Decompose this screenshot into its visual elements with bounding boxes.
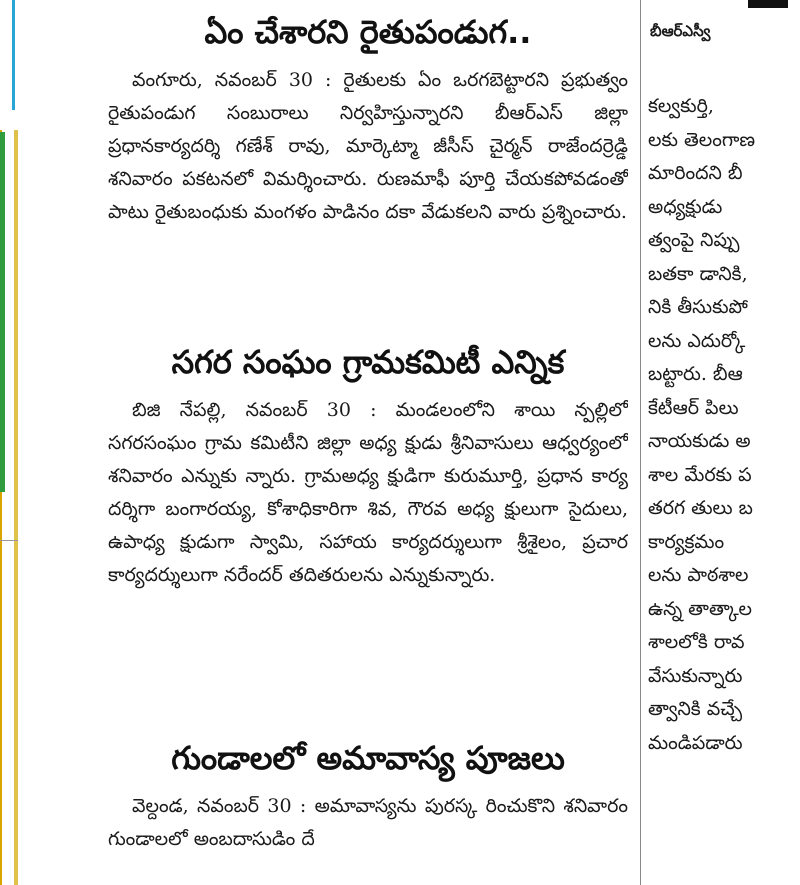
right-article-line: శాల మేరకు ప (648, 463, 752, 486)
article-headline: ఏం చేశారని రైతుపండుగ.. (204, 13, 532, 51)
blue-rule (12, 0, 15, 110)
article-body: బిజి నేపల్లి, నవంబర్ 30 : మండలంలోని శాయి న్పల్లిలో సగరసంఘం గ్రామ కమిటీని జిల్లా అధ్య క్షుడు శ్రీనివాసులు ఆధ్వర్యంలో శనివారం ఎన్నుకు న్నారు. గ్రామఅధ్య క్షుడిగా కురుమూర్తి, ప్రధాన కార్య దర్శిగా బంగారయ్య, కోశాధికారిగా శివ, గౌరవ అధ్య క్షులుగా సైదులు, ఉపాధ్య క్షుడుగా స్వామి, సహాయ కార్యదర్శులుగా శ్రీశైలం, ప్రచార కార్యదర్శులుగా నరేందర్ తదితరులను ఎన్నుకున్నారు. (108, 399, 628, 586)
right-article-line: కేటీఆర్ పిలు (648, 396, 739, 419)
right-article-line: లను ఎదుర్కో (648, 329, 746, 352)
article-sagara-sangham (108, 342, 628, 592)
right-article-line: తరగ తులు బ (648, 497, 753, 519)
right-article-line: ఉన్న తాత్కాల (648, 597, 752, 620)
main-column (108, 0, 628, 885)
column-divider (640, 0, 641, 885)
right-article-body (648, 90, 800, 760)
right-article-line: లను పాఠశాల (648, 564, 749, 586)
yellow-rule (14, 130, 18, 885)
right-article-line: త్వంపై నిప్పు (648, 229, 740, 251)
article-headline: గుండాలలో అమావాస్య పూజలు (171, 739, 565, 777)
article-body: వెల్దండ, నవంబర్ 30 : అమావాస్యను పురస్క రించుకొని శనివారం గుండాలలో అంబదాసుడిం దే (108, 795, 628, 850)
right-article-line: వేసుకున్నారు (648, 664, 743, 687)
edge-divider (0, 540, 18, 541)
right-article-line: కార్యక్రమం (648, 530, 725, 553)
right-article-line: లకు తెలంగాణ (648, 128, 756, 151)
right-article-line: నాయకుడు అ (648, 430, 751, 452)
right-article-line: అధ్యక్షుడు (648, 195, 723, 218)
right-column (648, 0, 800, 885)
right-article-line: మారిందని బీ (648, 162, 743, 184)
article-amavasya-poojalu (108, 738, 628, 856)
article-rythu-panduga (108, 12, 628, 229)
right-article-line: శాలలోకి రావ (648, 631, 745, 653)
right-article-line: మండిపడారు (648, 731, 743, 754)
green-rule (0, 132, 5, 492)
adjacent-page-edge (0, 0, 20, 885)
article-body: వంగూరు, నవంబర్ 30 : రైతులకు ఏం ఒరగబెట్టారని ప్రభుత్వం రైతుపండుగ సంబురాలు నిర్వహిస్తున్నారని బీఆర్ఎస్ జిల్లా ప్రధానకార్యదర్శి గణేశ్ రావు, మార్కెట్మా జీసీస్ చైర్మన్ రాజేందర్రెడ్డి శనివారం పకటనలో విమర్శించారు. రుణమాఫీ పూర్తి చేయకపోవడంతో పాటు రైతుబంధుకు మంగళం పాడినం దకా వేడుకలని వారు ప్రశ్నించారు. (108, 69, 628, 223)
right-article-line: నికి తీసుకుపో (648, 296, 748, 318)
right-article-line: త్వానికి వచ్చే (648, 698, 743, 720)
headline-fragment (748, 0, 788, 8)
article-headline: సగర సంఘం గ్రామకమిటీ ఎన్నిక (171, 343, 565, 381)
right-article-line: బట్టారు. బీఆ (648, 363, 743, 385)
right-article-line: బతకా డానికి, (648, 262, 748, 285)
right-article-line: కల్వకుర్తి, (648, 95, 714, 117)
right-subheadline: బీఆర్ఎస్వీ (650, 22, 711, 40)
